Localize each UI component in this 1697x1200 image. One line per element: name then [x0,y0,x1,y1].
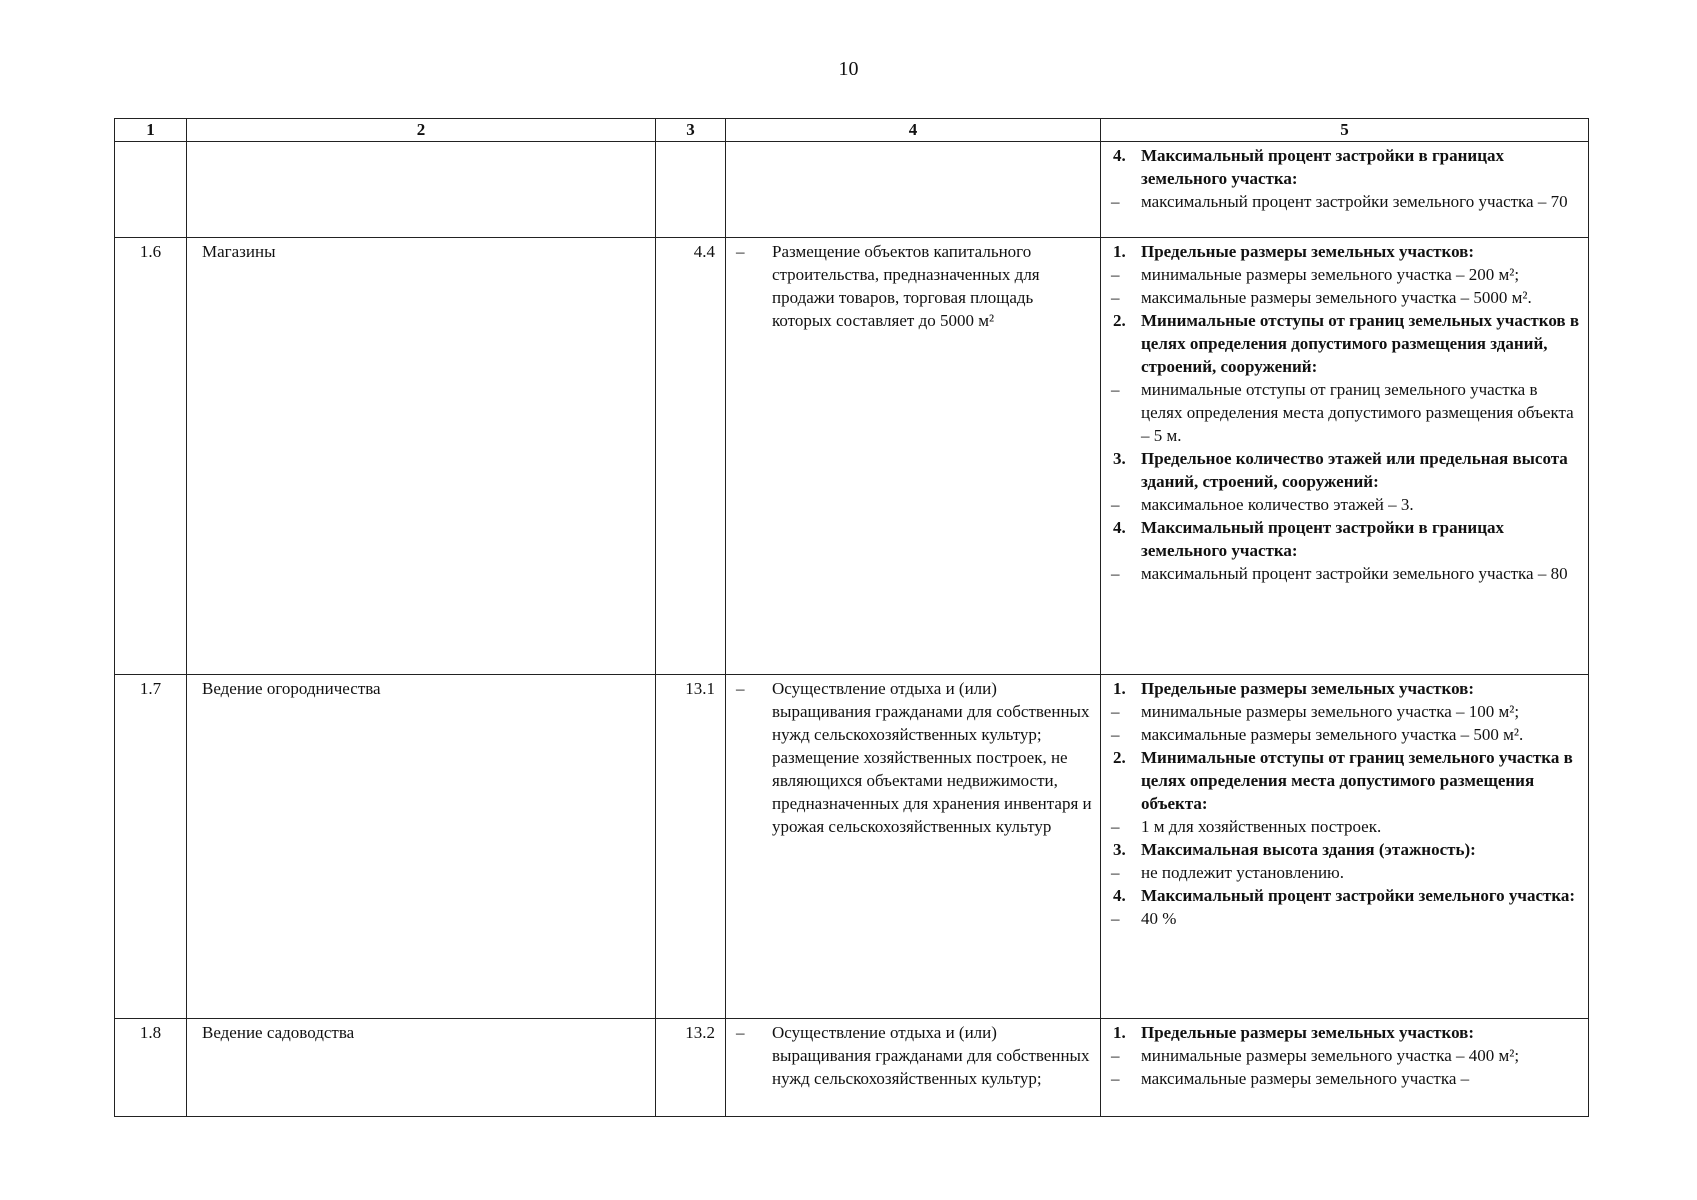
param-item: – максимальный процент застройки земельного участка – 80 [1111,564,1568,583]
row-description [726,238,1101,675]
param-item: – максимальный процент застройки земельного участка – 70 [1111,192,1568,211]
description-item: – Размещение объектов капитального строительства, предназначенных для продажи товаров, торговая площадь которых составляет до 5000 м² [736,242,1040,330]
row-number: 1.7 [115,675,187,1019]
param-item: – минимальные отступы от границ земельного участка в целях определения места допустимого размещения объекта – 5 м. [1111,380,1574,445]
description-item: – Осуществление отдыха и (или) выращивания гражданами для собственных нужд сельскохозяйственных культур; [736,1023,1090,1088]
row-description [726,1019,1101,1117]
header-col-2: 2 [187,119,656,142]
param-heading: 1. Предельные размеры земельных участков: [1113,242,1475,261]
param-item: – максимальные размеры земельного участка – 5000 м². [1111,288,1532,307]
row-parameters [1101,238,1589,675]
row-code: 13.1 [656,675,726,1019]
row-name: Ведение садоводства [187,1019,656,1117]
param-heading: 3. Максимальная высота здания (этажность): [1113,840,1476,859]
param-heading: 1. Предельные размеры земельных участков: [1113,679,1475,698]
row-description [726,142,1101,238]
zoning-table [114,118,1589,1117]
param-heading: 4. Максимальный процент застройки в границах земельного участка: [1113,146,1505,188]
row-parameters [1101,1019,1589,1117]
table-row [115,675,1589,1019]
header-col-1: 1 [115,119,187,142]
param-item: – 1 м для хозяйственных построек. [1111,817,1382,836]
row-name [187,142,656,238]
table-header-row [115,119,1589,142]
row-number: 1.8 [115,1019,187,1117]
param-heading: 1. Предельные размеры земельных участков: [1113,1023,1475,1042]
row-number [115,142,187,238]
header-col-5: 5 [1101,119,1589,142]
param-heading: 2. Минимальные отступы от границ земельных участков в целях определения допустимого размещения зданий, строений, сооружений: [1113,311,1580,376]
description-item: – Осуществление отдыха и (или) выращивания гражданами для собственных нужд сельскохозяйственных культур; размещение хозяйственных построек, не являющихся объектами недвижимости, предназначенных для хранения инвентаря и урожая сельскохозяйственных культур [736,679,1092,836]
param-item: – минимальные размеры земельного участка – 200 м²; [1111,265,1520,284]
param-item: – 40 % [1111,909,1177,928]
param-heading: 3. Предельное количество этажей или предельная высота зданий, строений, сооружений: [1113,449,1568,491]
param-heading: 2. Минимальные отступы от границ земельного участка в целях определения места допустимого размещения объекта: [1113,748,1573,813]
param-item: – не подлежит установлению. [1111,863,1345,882]
row-code [656,142,726,238]
param-item: – минимальные размеры земельного участка – 100 м²; [1111,702,1520,721]
param-heading: 4. Максимальный процент застройки в границах земельного участка: [1113,518,1505,560]
param-item: – максимальные размеры земельного участка – 500 м². [1111,725,1524,744]
table-row [115,1019,1589,1117]
row-code: 13.2 [656,1019,726,1117]
row-parameters [1101,675,1589,1019]
header-col-3: 3 [656,119,726,142]
table-row [115,142,1589,238]
param-heading: 4. Максимальный процент застройки земельного участка: [1113,886,1576,905]
param-item: – минимальные размеры земельного участка – 400 м²; [1111,1046,1520,1065]
row-description [726,675,1101,1019]
param-item: – максимальные размеры земельного участка – [1111,1069,1470,1088]
table-row [115,238,1589,675]
header-col-4: 4 [726,119,1101,142]
page-number: 10 [838,58,859,80]
row-parameters [1101,142,1589,238]
row-code: 4.4 [656,238,726,675]
row-name: Магазины [187,238,656,675]
row-number: 1.6 [115,238,187,675]
param-item: – максимальное количество этажей – 3. [1111,495,1414,514]
row-name: Ведение огородничества [187,675,656,1019]
